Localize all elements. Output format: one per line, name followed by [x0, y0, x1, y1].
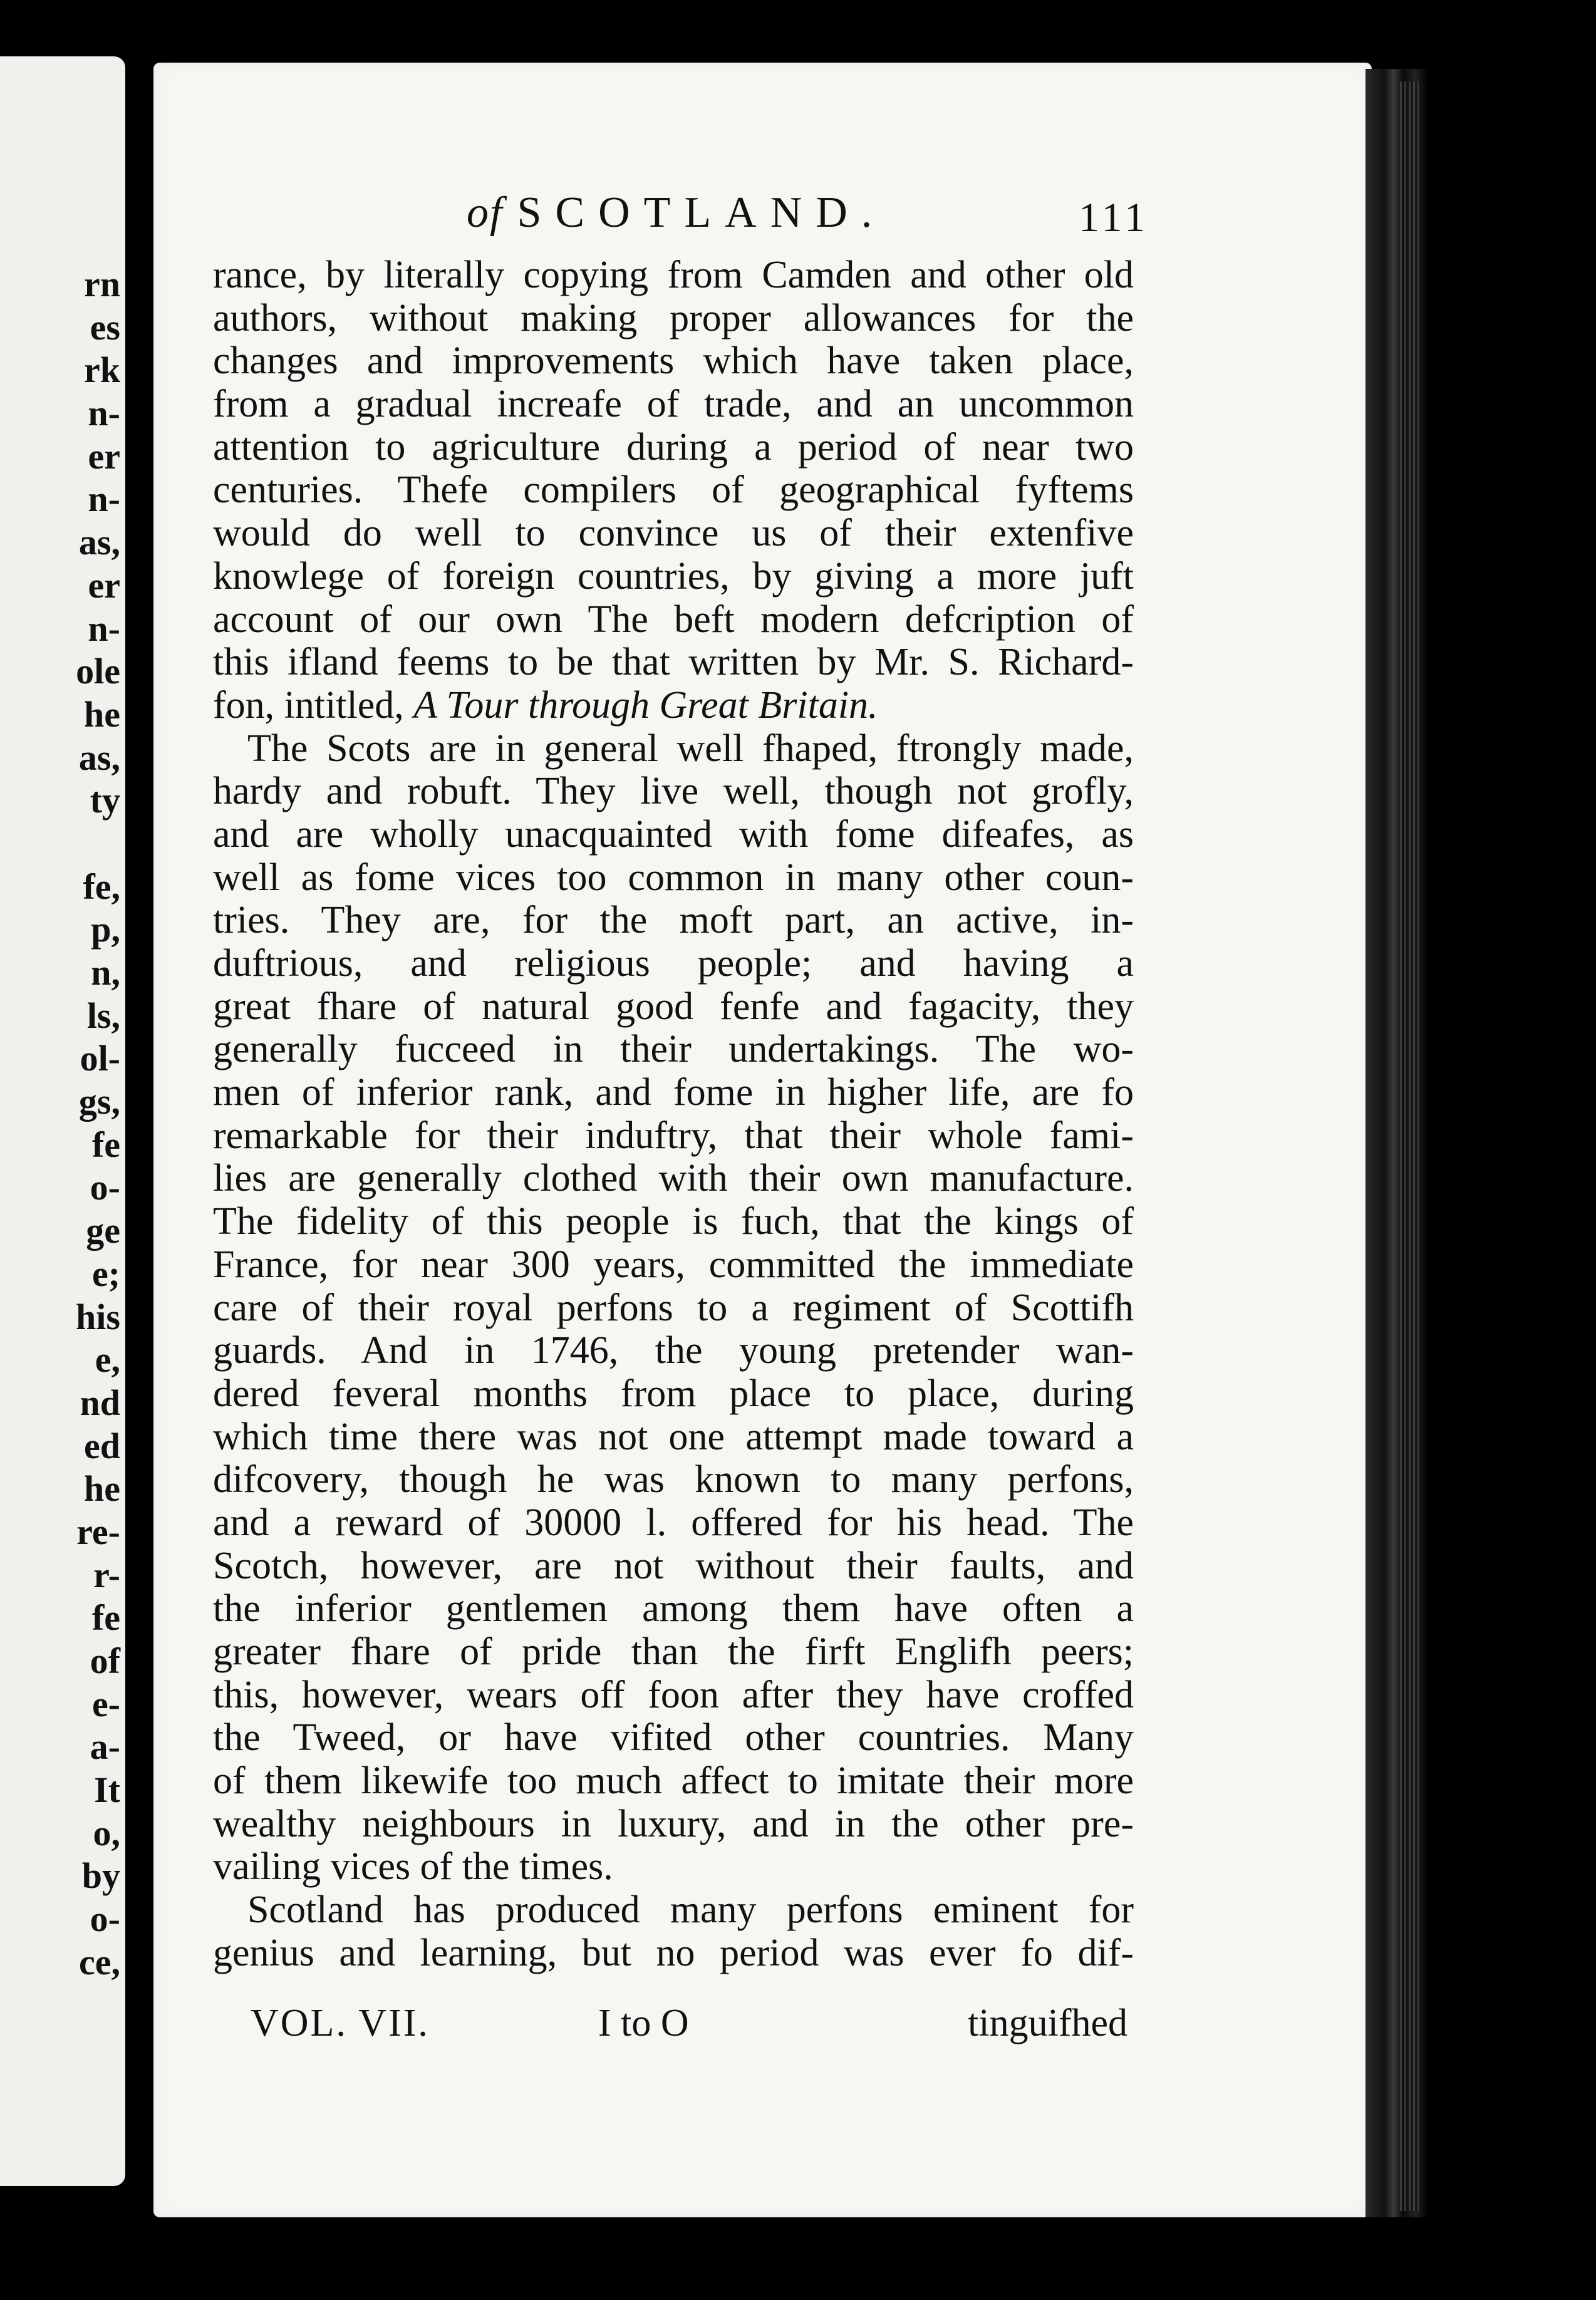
line-prefix: fon, intitled,: [213, 683, 404, 727]
text-line: hardy and robuft. They live well, though not grofly,: [213, 770, 1134, 813]
text-line: would do well to convince us of their extenfive: [213, 512, 1134, 555]
text-line: vailing vices of the times.: [213, 1845, 613, 1888]
text-line: authors, without making proper allowances for the: [213, 296, 1134, 339]
text-line: France, for near 300 years, committed the immediate: [213, 1243, 1134, 1286]
left-margin-fragment: re-: [76, 1511, 120, 1552]
left-margin-fragment: er: [88, 435, 120, 477]
left-margin-fragment: o-: [90, 1167, 120, 1208]
left-margin-fragment: he: [84, 693, 120, 735]
left-margin-fragment: o,: [93, 1812, 120, 1853]
text-line: well as fome vices too common in many other coun-: [213, 856, 1134, 899]
left-margin-fragment: he: [84, 1468, 120, 1510]
left-margin-fragment: his: [76, 1296, 120, 1337]
left-page-margin-text: [26, 263, 120, 1984]
left-page-edge: [0, 56, 125, 2186]
left-margin-fragment: e;: [91, 1253, 120, 1294]
text-line-with-title: [213, 684, 1134, 727]
left-margin-fragment: ed: [84, 1425, 120, 1466]
text-line: care of their royal perfons to a regiment of Scottifh: [213, 1286, 1134, 1329]
left-margin-fragment: fe,: [83, 866, 120, 907]
text-line: tries. They are, for the moft part, an active, in-: [213, 899, 1134, 942]
left-margin-fragment: e,: [95, 1339, 120, 1381]
text-line: the inferior gentlemen among them have often a: [213, 1587, 1134, 1630]
text-line: attention to agriculture during a period of near two: [213, 425, 1134, 469]
left-margin-fragment: n-: [88, 608, 120, 649]
left-margin-fragment: rk: [84, 350, 120, 391]
text-line: Scotland has produced many perfons eminent for: [247, 1888, 1134, 1932]
text-line: of them likewife too much affect to imitate their more: [213, 1759, 1134, 1803]
left-margin-fragment: of: [90, 1640, 120, 1681]
left-margin-fragment: It: [94, 1769, 120, 1811]
catchword: tinguifhed: [968, 2002, 1127, 2044]
body-text: [213, 254, 1134, 1975]
text-line: Scotch, however, are not without their faults, and: [213, 1544, 1134, 1587]
left-margin-fragment: a-: [90, 1726, 120, 1768]
text-line: dered feveral months from place to place, during: [213, 1372, 1134, 1415]
left-margin-fragment: by: [81, 1855, 120, 1897]
text-line: lies are generally clothed with their own manufacture.: [213, 1157, 1134, 1200]
left-margin-fragment: [26, 822, 120, 866]
left-margin-fragment: n-: [88, 479, 120, 520]
left-margin-fragment: fe: [91, 1597, 120, 1639]
page-number: 111: [1079, 195, 1149, 241]
text-line: men of inferior rank, and fome in higher life, are fo: [213, 1071, 1134, 1114]
left-margin-fragment: er: [88, 564, 120, 606]
left-margin-fragment: ls,: [86, 995, 120, 1036]
text-line: which time there was not one attempt made toward a: [213, 1415, 1134, 1458]
page-stack-lines: [1400, 81, 1419, 2211]
running-head: [467, 188, 1156, 244]
left-margin-fragment: gs,: [78, 1081, 120, 1122]
left-margin-fragment: ol-: [80, 1038, 120, 1079]
running-head-title: SCOTLAND.: [517, 189, 886, 237]
left-margin-fragment: ole: [76, 651, 120, 692]
page-stack-edge: [1365, 69, 1428, 2217]
left-margin-fragment: as,: [78, 737, 120, 778]
text-line: genius and learning, but no period was ever fo dif-: [213, 1931, 1134, 1974]
left-margin-fragment: as,: [78, 522, 120, 563]
left-margin-fragment: n-: [88, 393, 120, 434]
text-line: this ifland feems to be that written by Mr. S. Richard-: [213, 641, 1134, 684]
text-line: The fidelity of this people is fuch, that the kings of: [213, 1200, 1134, 1243]
volume-marker: VOL. VII.: [251, 2002, 430, 2044]
left-margin-fragment: es: [90, 306, 120, 348]
left-margin-fragment: fe: [91, 1124, 120, 1165]
text-line: wealthy neighbours in luxury, and in the other pre-: [213, 1802, 1134, 1845]
text-line: difcovery, though he was known to many perfons,: [213, 1458, 1134, 1501]
page-footer: [251, 2001, 1127, 2051]
book-title-italic: A Tour through Great Britain.: [413, 683, 878, 727]
left-margin-fragment: ge: [86, 1210, 120, 1251]
text-line: changes and improvements which have taken place,: [213, 339, 1134, 383]
text-line: guards. And in 1746, the young pretender wan-: [213, 1329, 1134, 1372]
left-margin-fragment: nd: [80, 1382, 120, 1423]
text-line: account of our own The beft modern defcription of: [213, 598, 1134, 641]
left-margin-fragment: ce,: [79, 1941, 120, 1982]
text-line: from a gradual increafe of trade, and an uncommon: [213, 383, 1134, 426]
text-line: remarkable for their induftry, that their whole fami-: [213, 1114, 1134, 1157]
text-line: and a reward of 30000 l. offered for his head. The: [213, 1501, 1134, 1544]
text-line: greater fhare of pride than the firft Englifh peers;: [213, 1630, 1134, 1673]
text-line: The Scots are in general well fhaped, ftrongly made,: [247, 727, 1134, 770]
text-line: and are wholly unacquainted with fome difeafes, as: [213, 812, 1134, 856]
left-margin-fragment: rn: [84, 264, 120, 304]
left-margin-fragment: e-: [91, 1683, 120, 1724]
text-line: rance, by literally copying from Camden and other old: [213, 254, 1134, 296]
text-line: the Tweed, or have vifited other countries. Many: [213, 1716, 1134, 1759]
text-line: this, however, wears off foon after they have croffed: [213, 1673, 1134, 1716]
text-line: centuries. Thefe compilers of geographical fyftems: [213, 469, 1134, 512]
left-margin-fragment: n,: [91, 952, 120, 993]
text-line: great fhare of natural good fenfe and fagacity, they: [213, 985, 1134, 1028]
text-line: knowlege of foreign countries, by giving a more juft: [213, 554, 1134, 598]
left-margin-fragment: r-: [93, 1554, 120, 1595]
left-margin-fragment: ty: [90, 780, 120, 821]
signature-mark: I to O: [598, 2002, 689, 2044]
text-line: generally fucceed in their undertakings. The wo-: [213, 1028, 1134, 1071]
running-head-of: of: [467, 189, 504, 237]
left-margin-fragment: o-: [90, 1899, 120, 1940]
left-margin-fragment: p,: [91, 909, 120, 950]
text-line: duftrious, and religious people; and having a: [213, 942, 1134, 985]
